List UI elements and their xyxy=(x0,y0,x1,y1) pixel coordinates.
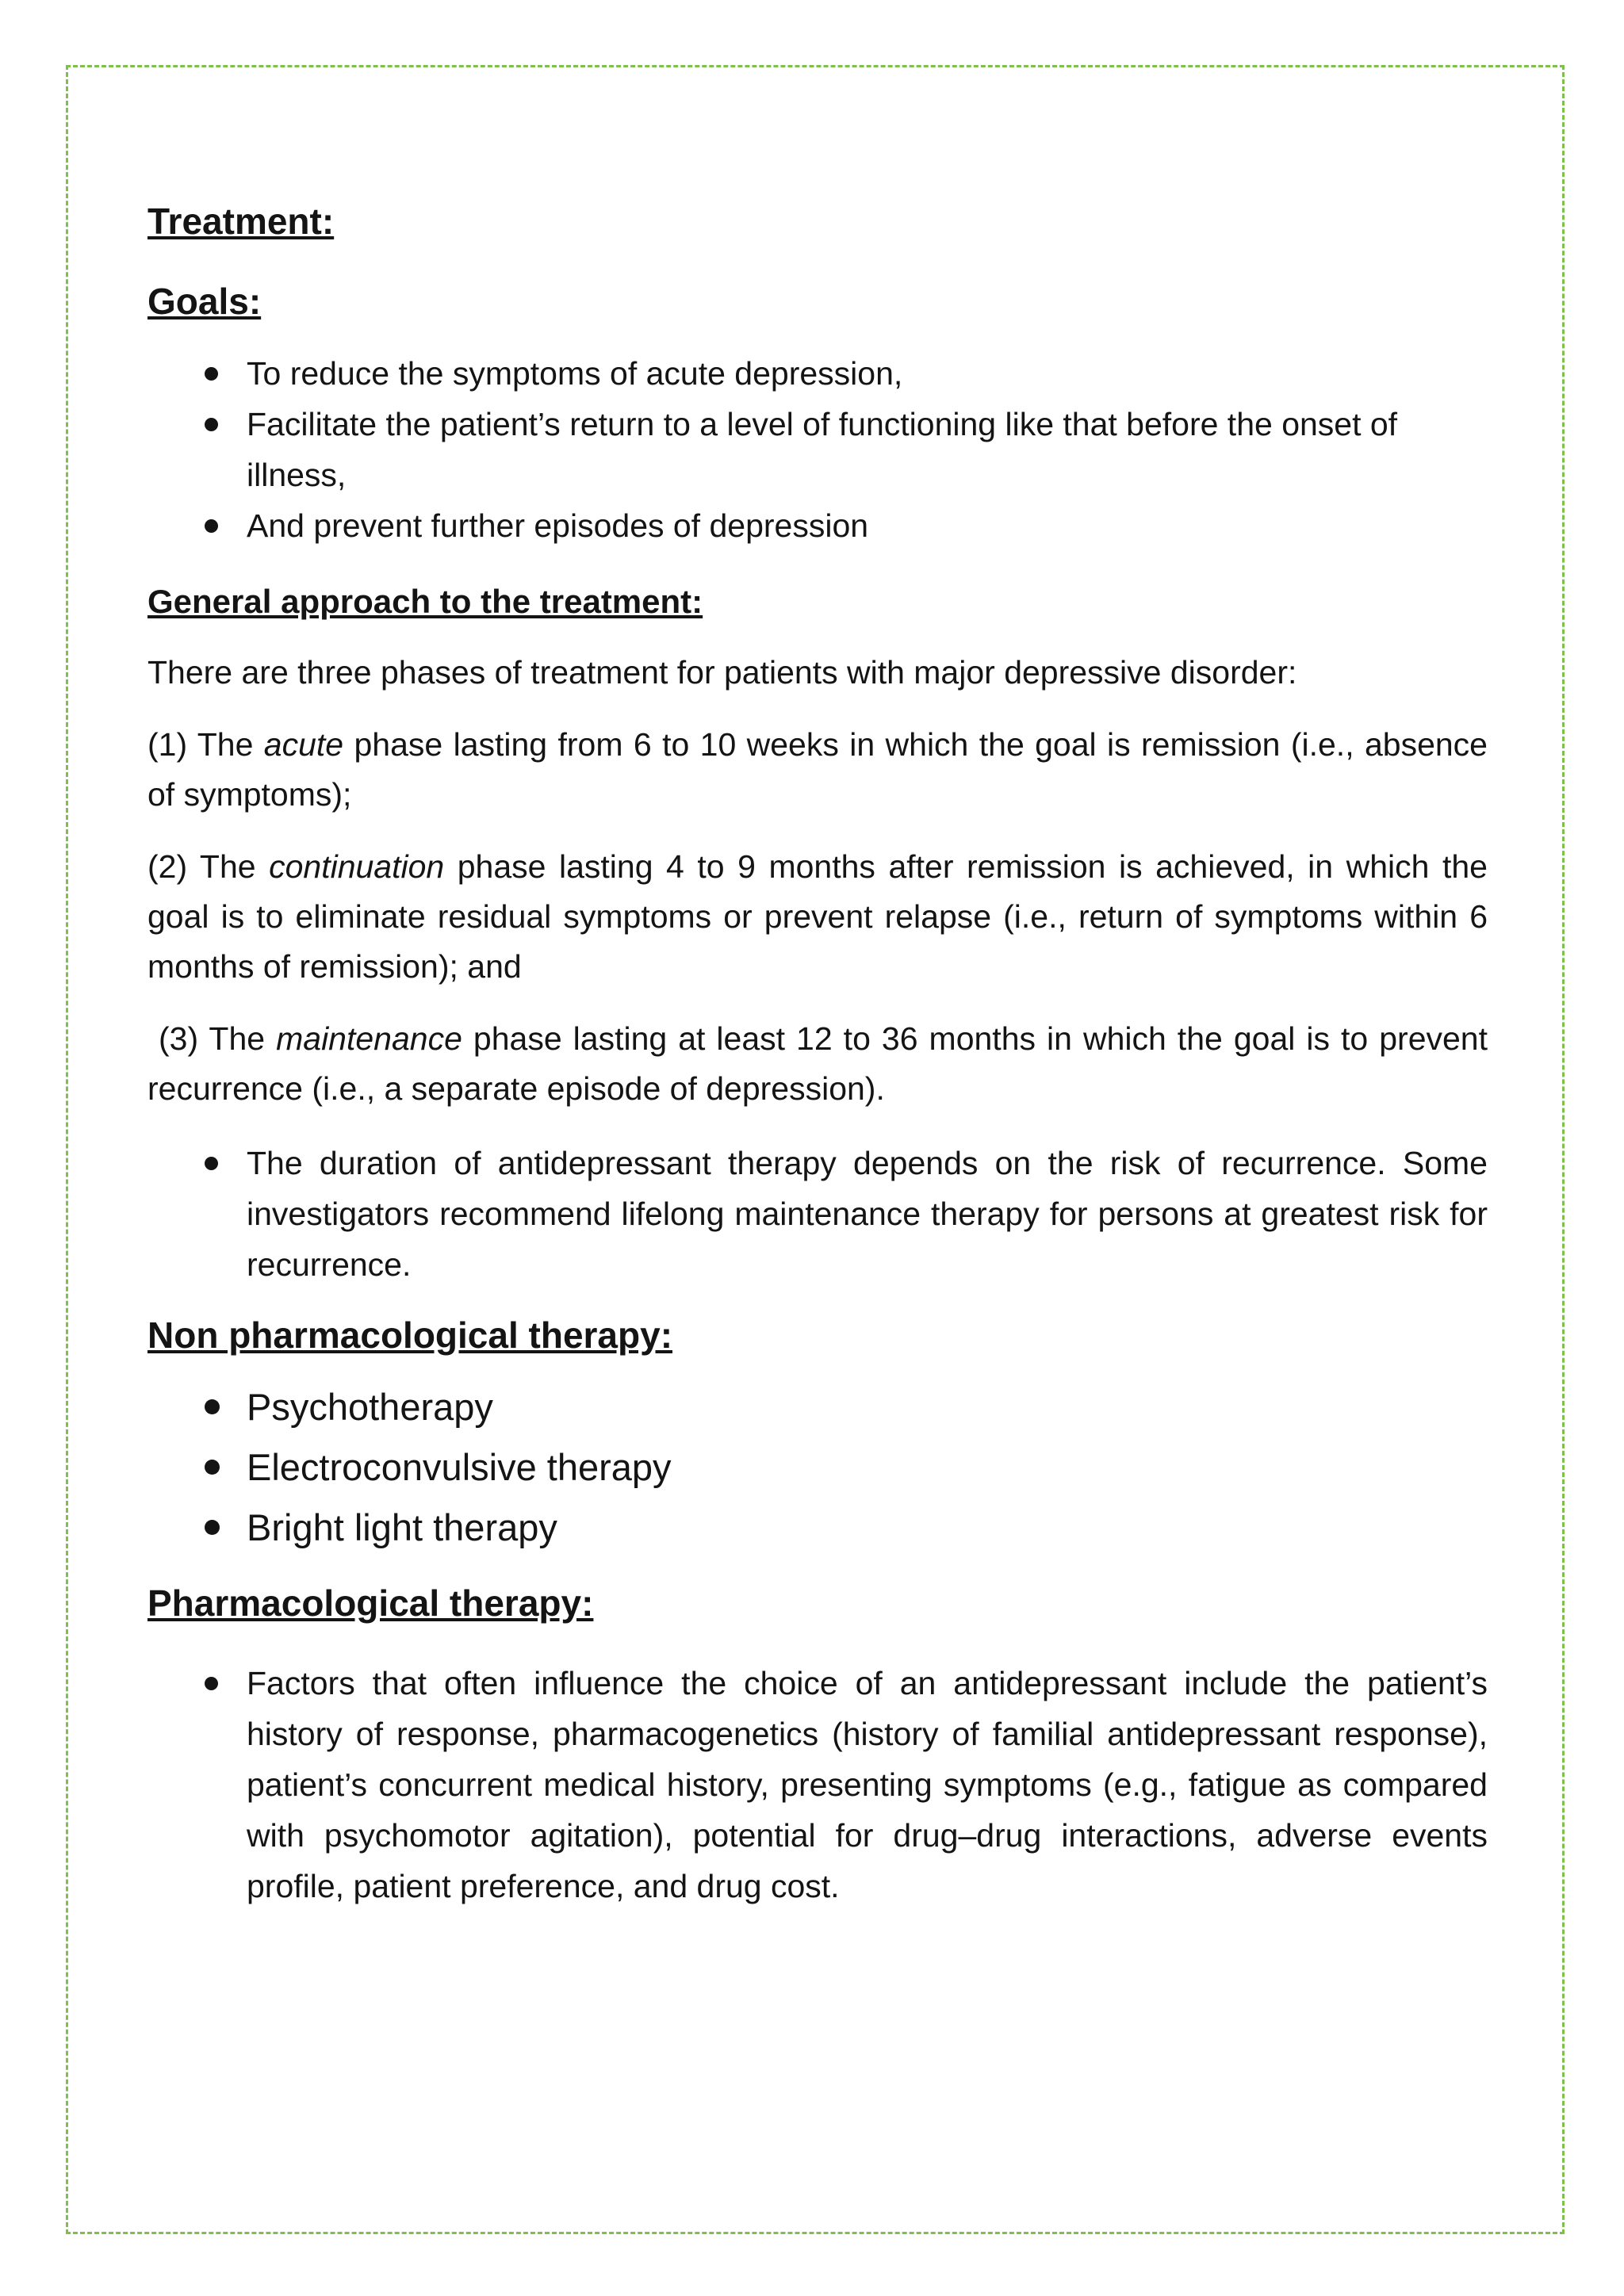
bullet-icon xyxy=(205,1677,218,1690)
bullet-icon xyxy=(205,367,218,381)
list-item: Electroconvulsive therapy xyxy=(147,1437,1488,1498)
list-item: Facilitate the patient’s return to a level of functioning like that before the onset of illness, xyxy=(147,399,1488,500)
list-item: The duration of antidepressant therapy depends on the risk of recurrence. Some investigators recommend lifelong maintenance therapy for persons at greatest risk for recurrence. xyxy=(147,1138,1488,1290)
bullet-icon xyxy=(205,1520,220,1535)
bullet-icon xyxy=(205,519,218,533)
page-content xyxy=(147,198,1488,1911)
bullet-icon xyxy=(205,1157,218,1170)
phase-3-paragraph: (3) The maintenance phase lasting at least 12 to 36 months in which the goal is to prevent recurrence (i.e., a separate episode of depression). xyxy=(147,1020,1488,1107)
bullet-icon xyxy=(205,1399,220,1414)
non-pharm-list xyxy=(147,1377,1488,1558)
pharm-heading: Pharmacological therapy: xyxy=(147,1582,594,1624)
list-item: Bright light therapy xyxy=(147,1498,1488,1558)
phase-1-paragraph: (1) The acute phase lasting from 6 to 10 weeks in which the goal is remission (i.e., absence of symptoms); xyxy=(147,726,1488,813)
approach-intro: There are three phases of treatment for patients with major depressive disorder: xyxy=(147,654,1297,691)
treatment-heading: Treatment: xyxy=(147,201,335,242)
goals-heading: Goals: xyxy=(147,281,262,322)
general-approach-heading: General approach to the treatment: xyxy=(147,583,703,620)
list-item: To reduce the symptoms of acute depression, xyxy=(147,348,1488,399)
duration-list xyxy=(147,1138,1488,1290)
phase-2-paragraph: (2) The continuation phase lasting 4 to 9 months after remission is achieved, in which the goal is to eliminate residual symptoms or prevent relapse (i.e., return of symptoms within 6 months of remission); and xyxy=(147,848,1488,985)
list-item: Factors that often influence the choice of an antidepressant include the patient’s history of response, pharmacogenetics (history of familial antidepressant response), patient’s concurrent medical history, presenting symptoms (e.g., fatigue as compared with psychomotor agitation), potential for drug–drug interactions, adverse events profile, patient preference, and drug cost. xyxy=(147,1658,1488,1911)
pharm-list xyxy=(147,1658,1488,1911)
non-pharm-heading: Non pharmacological therapy: xyxy=(147,1314,673,1356)
list-item: Psychotherapy xyxy=(147,1377,1488,1437)
bullet-icon xyxy=(205,1460,220,1475)
list-item: And prevent further episodes of depression xyxy=(147,500,1488,551)
bullet-icon xyxy=(205,418,218,431)
goals-list xyxy=(147,348,1488,551)
